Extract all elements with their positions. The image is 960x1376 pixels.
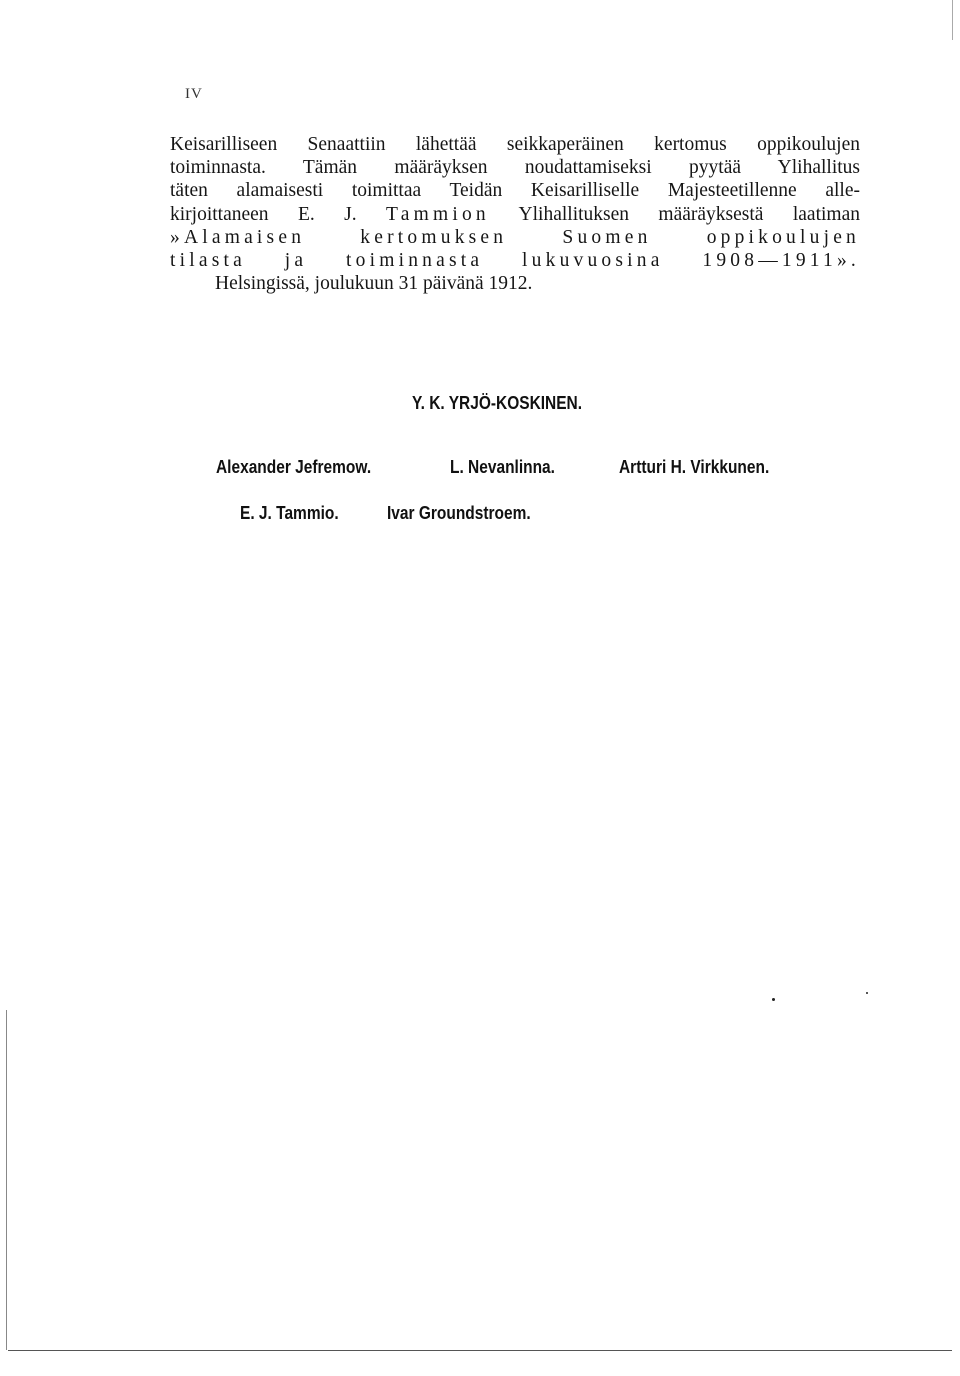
text-line-6: tilasta ja toiminnasta lukuvuosina 1908—1911». [170,250,860,272]
text-line-4-start: kirjoittaneen E. J. [170,203,386,225]
signature-jefremow: Alexander Jefremow. [216,457,372,477]
signature-nevanlinna: L. Nevanlinna. [450,457,555,477]
text-line-7: Helsingissä, joulukuun 31 päivänä 1912. [215,273,533,295]
signature-chief: Y. K. YRJÖ-KOSKINEN. [412,393,583,413]
text-line-1: Keisarilliseen Senaattiin lähettää seikkaperäinen kertomus oppikoulujen [170,134,860,155]
scan-edge-right [952,0,953,40]
text-line-5: »Alamaisen kertomuksen Suomen oppikoulujen [170,226,860,248]
signature-groundstroem: Ivar Groundstroem. [387,503,531,523]
scan-speck [866,992,868,994]
text-line-2: toiminnasta. Tämän määräyksen noudattamiseksi pyytää Ylihallitus [170,157,860,179]
signature-virkkunen: Artturi H. Virkkunen. [619,457,770,477]
scan-speck [772,998,775,1001]
page-number: IV [185,86,203,102]
text-line-3: täten alamaisesti toimittaa Teidän Keisarilliselle Majesteetillenne alle- [170,180,860,202]
signature-tammio: E. J. Tammio. [240,503,339,523]
scan-edge-left [6,1010,7,1350]
body-paragraph [170,133,860,295]
scan-edge-bottom [8,1350,952,1351]
text-line-4 [170,203,860,226]
text-line-4-end: Ylihallituksen määräyksestä laatiman [489,203,860,225]
text-line-4-name: Tammion [386,203,490,225]
